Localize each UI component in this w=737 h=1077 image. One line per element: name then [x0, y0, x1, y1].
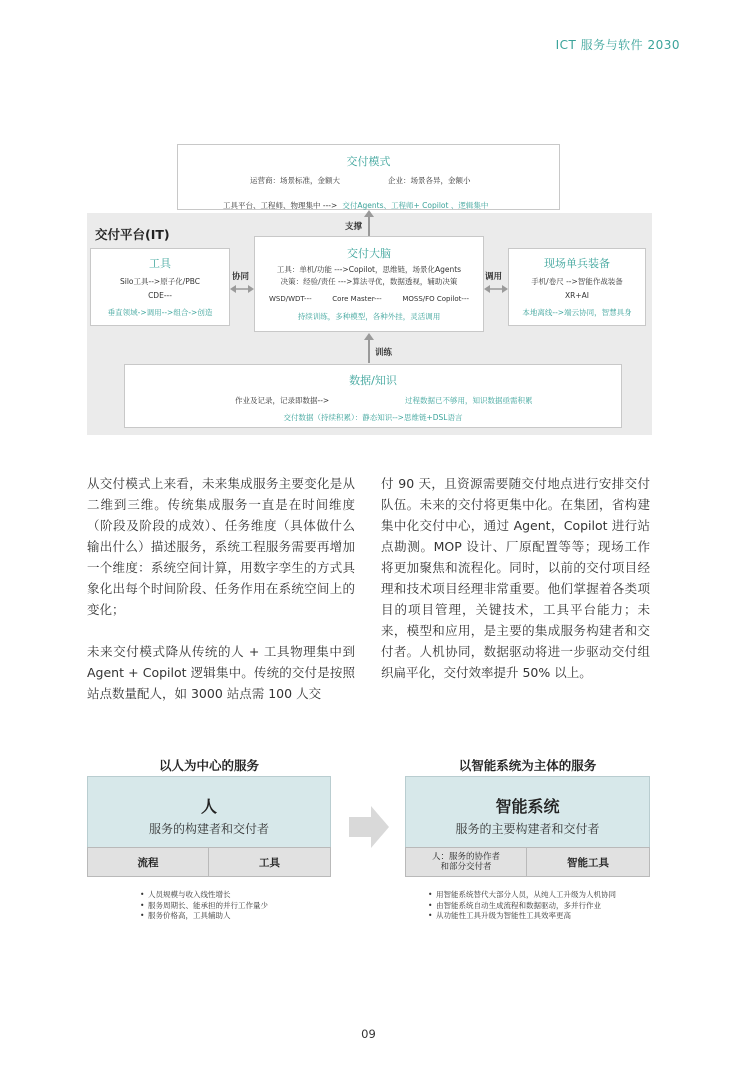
intelligent-system-panel: [405, 776, 650, 848]
human-bullet: • 人员规模与收入线性增长: [140, 890, 340, 901]
process-cell: 流程: [87, 847, 209, 877]
body-left-column: [87, 473, 355, 704]
intelligent-bullets: [428, 890, 650, 922]
tools-line3: 垂直领域->调用-->组合->创造: [107, 308, 213, 317]
body-left-paragraph-2: 未来交付模式降从传统的人 + 工具物理集中到 Agent + Copilot 逻辑集中。传统的交付是按照站点数量配人，如 3000 站点需 100 人交: [87, 644, 355, 701]
field-line2: XR+AI: [565, 291, 589, 300]
platform-label: 交付平台(IT): [95, 227, 170, 242]
intelligent-bullet: • 从功能性工具升级为智能性工具效率更高: [428, 911, 650, 922]
data-line2: 交付数据（持续积累）：静态知识-->思维链+DSL语言: [283, 413, 463, 422]
tools-title: 工具: [149, 257, 171, 270]
tools-line2: CDE---: [148, 291, 172, 300]
data-line1-teal: 过程数据已不够用，知识数据亟需积累: [405, 396, 533, 405]
human-bullets: [140, 890, 340, 922]
brain-item-wsd: WSD/WDT---: [269, 295, 312, 303]
human-collaborator-line2: 和部分交付者: [440, 862, 492, 872]
data-line1: 作业及记录，记录即数据-->: [235, 396, 330, 405]
brain-line3: 持续训练，多种模型，各种外挂，灵活调用: [297, 312, 441, 321]
report-title: ICT 服务与软件 2030: [555, 38, 680, 52]
intelligent-panel-subtitle: 服务的主要构建者和交付者: [455, 822, 600, 836]
tools-line1: Silo工具-->原子化/PBC: [119, 277, 200, 286]
delivery-mode-title: 交付模式: [346, 155, 391, 168]
support-arrow-icon: [361, 210, 377, 236]
field-equipment-box: [508, 248, 646, 326]
tools-cell: 工具: [208, 847, 331, 877]
delivery-mode-line-black: 工具平台、工程师、物理集中 --->: [223, 201, 338, 210]
data-title: 数据/知识: [349, 374, 397, 387]
invoke-arrow-icon: [484, 283, 508, 295]
human-bullet: • 服务价格高，工具辅助人: [140, 911, 340, 922]
train-label: 训练: [375, 348, 393, 358]
data-knowledge-box: [124, 364, 622, 428]
human-collaborator-cell: [405, 847, 527, 877]
human-panel-subtitle: 服务的构建者和交付者: [148, 822, 269, 836]
human-bullet: • 服务周期长、能承担的并行工作量少: [140, 901, 340, 912]
collab-arrow-icon: [230, 283, 254, 295]
brain-line1: 工具：单机/功能 --->Copilot，思维链，场景化Agents: [276, 265, 462, 274]
field-line1: 手机/卷尺 -->智能作战装备: [531, 277, 623, 286]
field-line3: 本地离线-->端云协同，智慧具身: [522, 308, 632, 317]
intelligent-panel-title: 智能系统: [495, 797, 560, 816]
field-title: 现场单兵装备: [544, 257, 610, 270]
delivery-mode-box: [177, 144, 560, 210]
delivery-platform-diagram: [87, 140, 652, 436]
enterprise-text: 企业：场景各异，金额小: [388, 176, 471, 185]
human-panel-title: 人: [200, 797, 217, 816]
body-left-paragraph-1: 从交付模式上来看，未来集成服务主要变化是从二维到三维。传统集成服务一直是在时间维度（阶段及阶段的成效）、任务维度（具体做什么输出什么）描述服务，系统工程服务需要再增加一个维度：系统空间计算，用数字孪生的方式具象化出每个时间阶段、任务作用在系统空间上的变化；: [87, 476, 355, 617]
brain-items: [255, 294, 483, 305]
human-panel: [87, 776, 331, 848]
page-number: 09: [361, 1027, 376, 1041]
collab-label: 协同: [232, 272, 250, 282]
intelligent-tools-cell: 智能工具: [526, 847, 650, 877]
support-label: 支撑: [345, 222, 363, 232]
intelligent-system-title: 以智能系统为主体的服务: [458, 758, 597, 773]
human-centered-title: 以人为中心的服务: [158, 758, 259, 773]
body-right-column: [381, 473, 650, 683]
human-collaborator-line1: 人：服务的协作者: [431, 852, 500, 862]
delivery-mode-line: [223, 193, 488, 212]
intelligent-bullet: • 用智能系统替代大部分人员，从纯人工升级为人机协同: [428, 890, 650, 901]
operator-text: 运营商：场景标准，金额大: [250, 176, 340, 185]
body-right-paragraph-1: 付 90 天，且资源需要随交付地点进行安排交付队伍。未来的交付将更集中化。在集团，省构建集中化交付中心，通过 Agent，Copilot 进行站点勘测。MOP 设计、厂原配置等等；现场工作将更加聚焦和流程化。同时，以前的交付项目经理和技术项目经理非常重要。他们掌握着各类项目的项目管理，关键技术，工具平台能力；未来，模型和应用，是主要的集成服务构建者和交付者。人机协同，数据驱动将进一步驱动交付组织扁平化，交付效率提升 50% 以上。: [381, 476, 650, 680]
delivery-brain-box: [254, 236, 484, 332]
brain-title: 交付大脑: [347, 247, 391, 260]
tools-box: [90, 248, 230, 326]
brain-item-moss: MOSS/FO Copilot---: [402, 295, 469, 303]
invoke-label: 调用: [485, 272, 503, 282]
right-arrow-icon: [349, 806, 389, 848]
brain-item-core-master: Core Master---: [332, 295, 382, 303]
delivery-mode-line-teal: 交付Agents、工程师+ Copilot 、逻辑集中: [342, 201, 489, 210]
brain-line2: 决策：经验/责任 --->算法寻优，数据透视，辅助决策: [280, 277, 458, 286]
intelligent-bullet: • 由智能系统自动生成流程和数据驱动，多并行作业: [428, 901, 650, 912]
